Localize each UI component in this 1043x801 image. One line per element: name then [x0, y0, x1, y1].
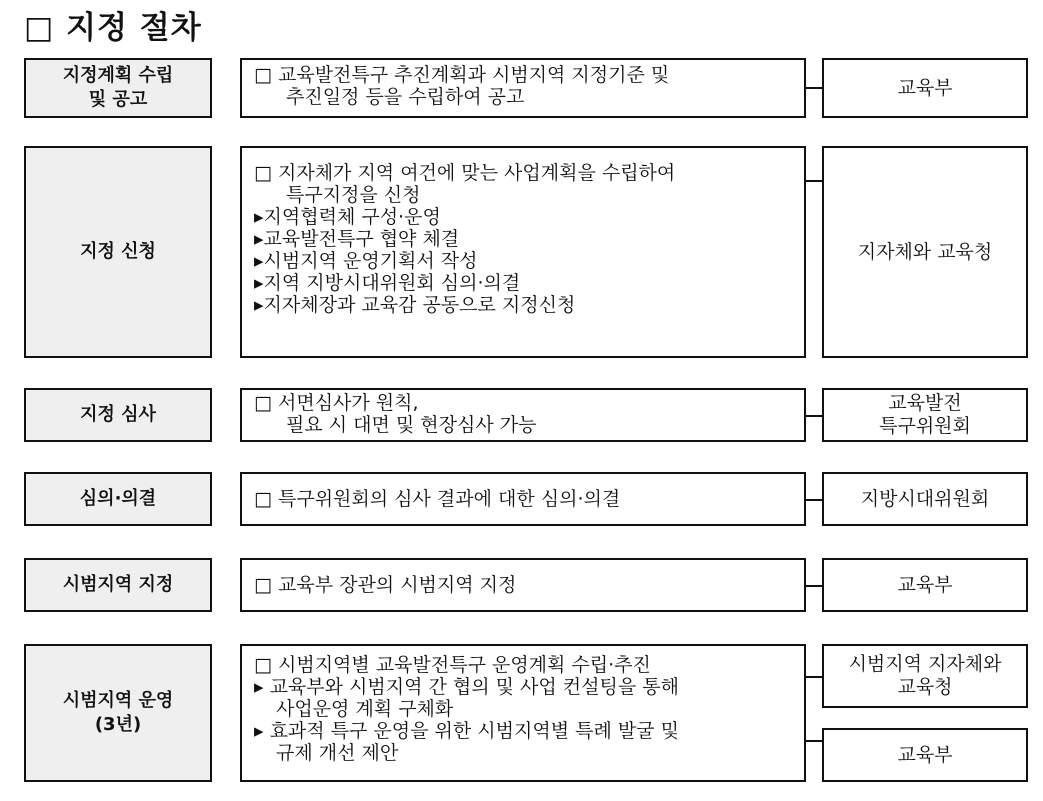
- step-owner-operation-secondary: [822, 728, 1028, 782]
- step-label-line: 지정계획 수립: [62, 65, 174, 86]
- owner-label: 교육부: [897, 743, 953, 766]
- owner-label: 특구위원회: [879, 415, 971, 437]
- owner-label: 지자체와 교육청: [857, 240, 993, 263]
- description-bullet: ▸지역협력체 구성·운영: [254, 206, 441, 228]
- description-line: 필요 시 대면 및 현장심사 가능: [286, 414, 537, 436]
- description-line: 규제 개선 제안: [276, 742, 399, 764]
- owner-label: 교육부: [897, 76, 953, 99]
- owner-label: 시범지역 지자체와: [848, 653, 1002, 675]
- description-bullet: ▸ 교육부와 시범지역 간 협의 및 사업 컨설팅을 통해: [254, 676, 679, 698]
- owner-label: 교육부: [897, 573, 953, 596]
- step-label-plan: [24, 58, 212, 118]
- description-line: □ 서면심사가 원칙,: [254, 392, 419, 414]
- connector-line: [806, 499, 822, 501]
- description-bullet: ▸ 효과적 특구 운영을 위한 시범지역별 특례 발굴 및: [254, 720, 679, 742]
- step-owner-review: [822, 388, 1028, 442]
- connector-line: [806, 676, 822, 678]
- description-line: □ 지자체가 지역 여건에 맞는 사업계획을 수립하여: [254, 162, 676, 184]
- connector-line: [806, 740, 822, 742]
- step-description-apply: [240, 146, 806, 358]
- step-label-operation: [24, 644, 212, 782]
- step-label-apply: [24, 146, 212, 358]
- step-label-deliberation: [24, 472, 212, 526]
- owner-label: 지방시대위원회: [860, 487, 990, 510]
- step-label-line: 및 공고: [88, 89, 148, 110]
- step-owner-plan: [822, 58, 1028, 118]
- connector-line: [806, 585, 822, 587]
- step-description-operation: [240, 644, 806, 782]
- description-line: □ 교육발전특구 추진계획과 시범지역 지정기준 및: [254, 64, 670, 86]
- step-label-line: 시범지역 운영: [62, 690, 174, 711]
- owner-label: 교육청: [897, 676, 953, 698]
- step-label-line: 지정 심사: [80, 404, 156, 425]
- description-line: 특구지정을 신청: [286, 184, 421, 206]
- step-owner-designation: [822, 558, 1028, 612]
- step-description-designation: [240, 558, 806, 612]
- description-line: 추진일정 등을 수립하여 공고: [286, 86, 525, 108]
- step-label-review: [24, 388, 212, 442]
- step-description-deliberation: [240, 472, 806, 526]
- step-owner-deliberation: [822, 472, 1028, 526]
- step-owner-apply: [822, 146, 1028, 358]
- connector-line: [806, 180, 822, 182]
- step-label-line: (3년): [94, 714, 142, 735]
- step-label-designation: [24, 558, 212, 612]
- description-line: □ 시범지역별 교육발전특구 운영계획 수립·추진: [254, 654, 651, 676]
- description-line: 사업운영 계획 구체화: [276, 698, 454, 720]
- description-bullet: ▸지역 지방시대위원회 심의·의결: [254, 272, 521, 294]
- owner-label: 교육발전: [888, 392, 962, 414]
- step-description-plan: [240, 58, 806, 118]
- connector-line: [806, 415, 822, 417]
- connector-line: [806, 87, 822, 89]
- step-label-line: 시범지역 지정: [62, 574, 174, 595]
- step-owner-operation: [822, 644, 1028, 708]
- step-label-line: 심의·의결: [79, 488, 157, 509]
- description-bullet: ▸지자체장과 교육감 공동으로 지정신청: [254, 294, 576, 316]
- description-line: □ 교육부 장관의 시범지역 지정: [254, 574, 517, 596]
- description-bullet: ▸시범지역 운영기획서 작성: [254, 250, 478, 272]
- step-description-review: [240, 388, 806, 442]
- description-line: □ 특구위원회의 심사 결과에 대한 심의·의결: [254, 488, 621, 510]
- page-title: □ 지정 절차: [24, 10, 202, 46]
- description-bullet: ▸교육발전특구 협약 체결: [254, 228, 460, 250]
- step-label-line: 지정 신청: [80, 241, 156, 262]
